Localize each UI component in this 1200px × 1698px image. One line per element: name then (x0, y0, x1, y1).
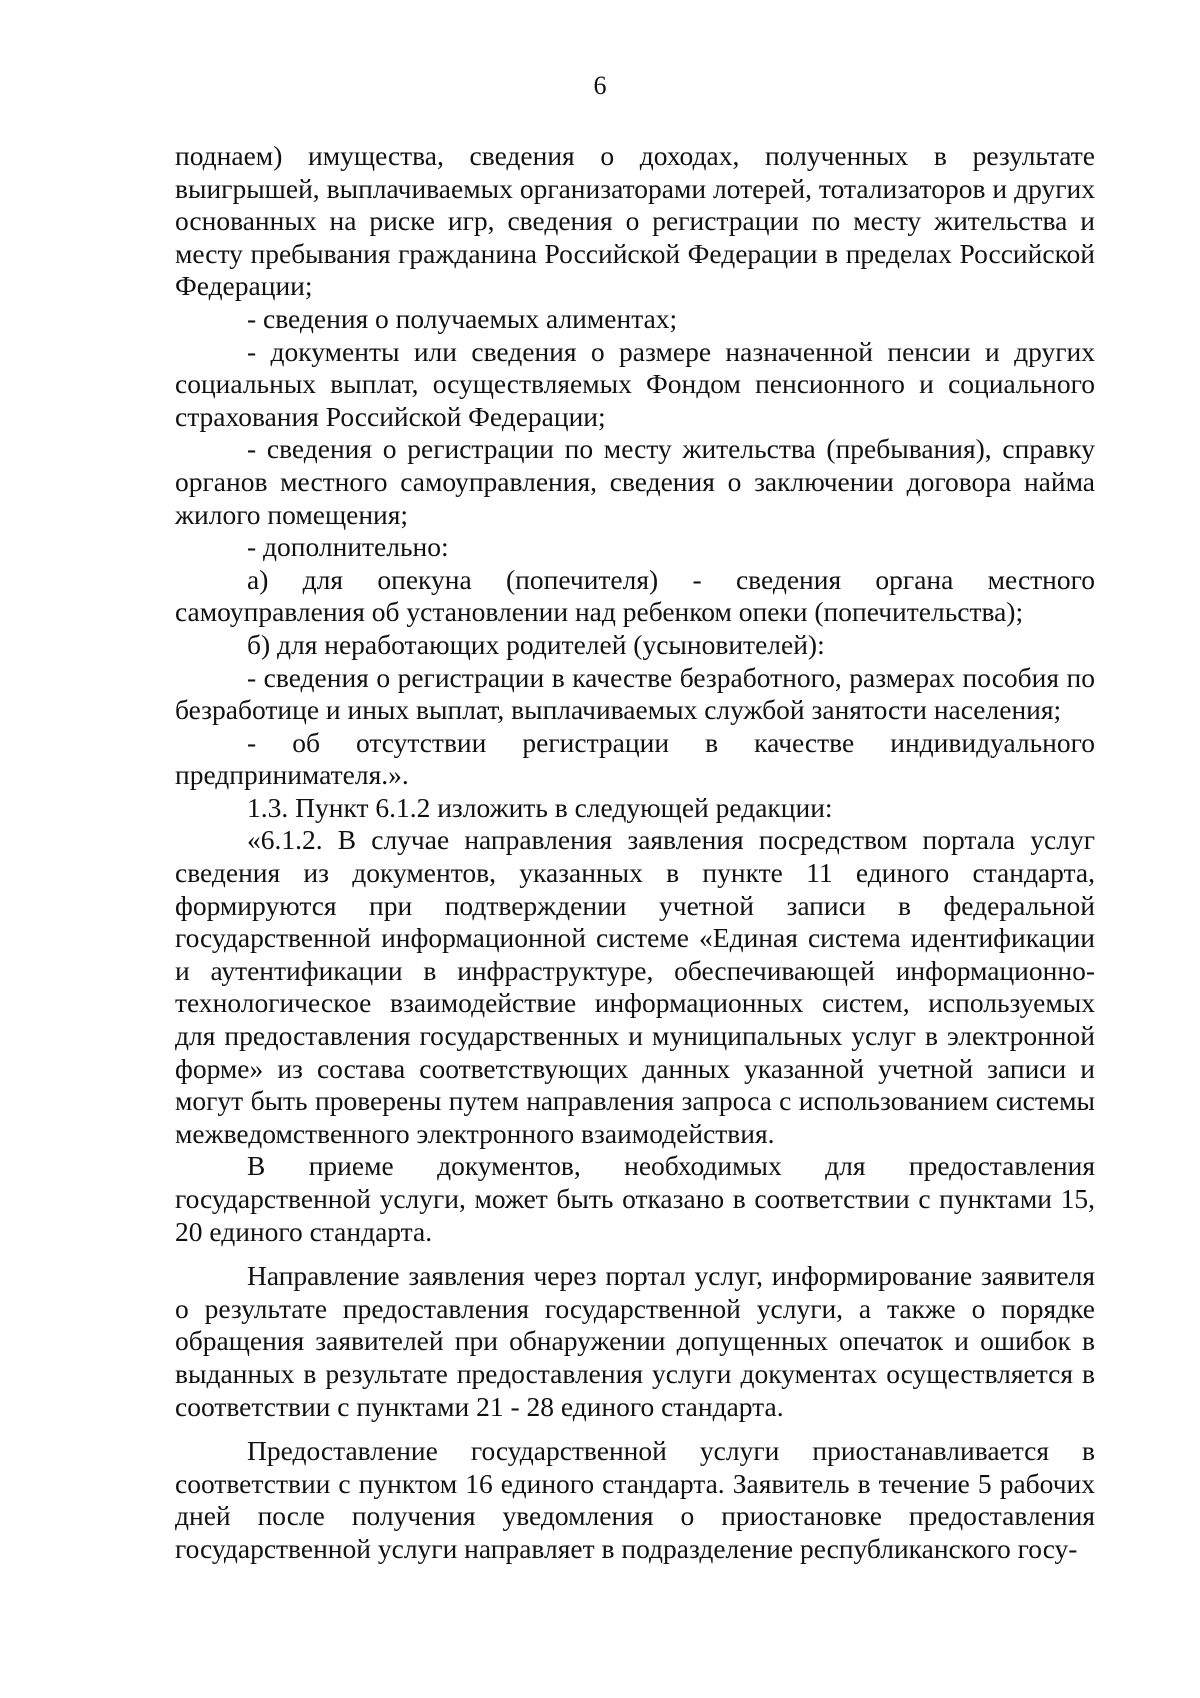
paragraph-suspension: Предоставление государственной услуги приостанавливается в соответствии с пунктом 16 единого стандарта. Заявитель в течение 5 рабочих дней после получения уведомления о приостановке предоставления государственной услуги направляет в подразделение республиканского госу- (175, 1435, 1095, 1564)
page-number: 6 (593, 71, 607, 100)
document-body (175, 140, 1095, 1566)
paragraph-unemployed-parents: б) для неработающих родителей (усыновителей): (247, 628, 825, 660)
paragraph-alimony: - сведения о получаемых алиментах; (247, 302, 678, 334)
paragraph-submission: Направление заявления через портал услуг, информирование заявителя о результате предоставления государственной услуги, а также о порядке обращения заявителей при обнаружении допущенных опечаток и ошибок в выданных в результате предоставления услуги документах осуществляется в соответствии с пунктами 21 - 28 единого стандарта. (175, 1260, 1095, 1422)
paragraph-guardian: а) для опекуна (попечителя) - сведения органа местного самоуправления об установлении над ребенком опеки (попечительства); (175, 563, 1095, 628)
paragraph-property-income: поднаем) имущества, сведения о доходах, полученных в результате выигрышей, выплачиваемых организаторами лотерей, тотализаторов и других основанных на риске игр, сведения о регистрации по месту жительства и месту пребывания гражданина Российской Федерации в пределах Российской Федерации; (175, 140, 1095, 302)
paragraph-pension: - документы или сведения о размере назначенной пенсии и других социальных выплат, осуществляемых Фондом пенсионного и социального страхования Российской Федерации; (175, 335, 1095, 432)
paragraph-item-6-1-2: «6.1.2. В случае направления заявления посредством портала услуг сведения из документов, указанных в пункте 11 единого стандарта, формируются при подтверждении учетной записи в федеральной государственной информационной системе «Единая система идентификации и аутентификации в инфраструктуре, обеспечивающей информационно-технологическое взаимодействие информационных систем, используемых для предоставления государственных и муниципальных услуг в электронной форме» из состава соответствующих данных указанной учетной записи и могут быть проверены путем направления запроса с использованием системы межведомственного электронного взаимодействия. (175, 824, 1095, 1149)
paragraph-additionally: - дополнительно: (247, 531, 449, 563)
paragraph-no-entrepreneur: - об отсутствии регистрации в качестве индивидуального предпринимателя.». (175, 726, 1095, 791)
paragraph-refusal: В приеме документов, необходимых для предоставления государственной услуги, может быть отказано в соответствии с пунктами 15, 20 единого стандарта. (175, 1150, 1095, 1247)
paragraph-registration: - сведения о регистрации по месту жительства (пребывания), справку органов местного самоуправления, сведения о заключении договора найма жилого помещения; (175, 433, 1095, 530)
paragraph-unemployment-registration: - сведения о регистрации в качестве безработного, размерах пособия по безработице и иных выплат, выплачиваемых службой занятости населения; (175, 661, 1095, 726)
paragraph-item-1-3: 1.3. Пункт 6.1.2 изложить в следующей редакции: (247, 791, 833, 823)
